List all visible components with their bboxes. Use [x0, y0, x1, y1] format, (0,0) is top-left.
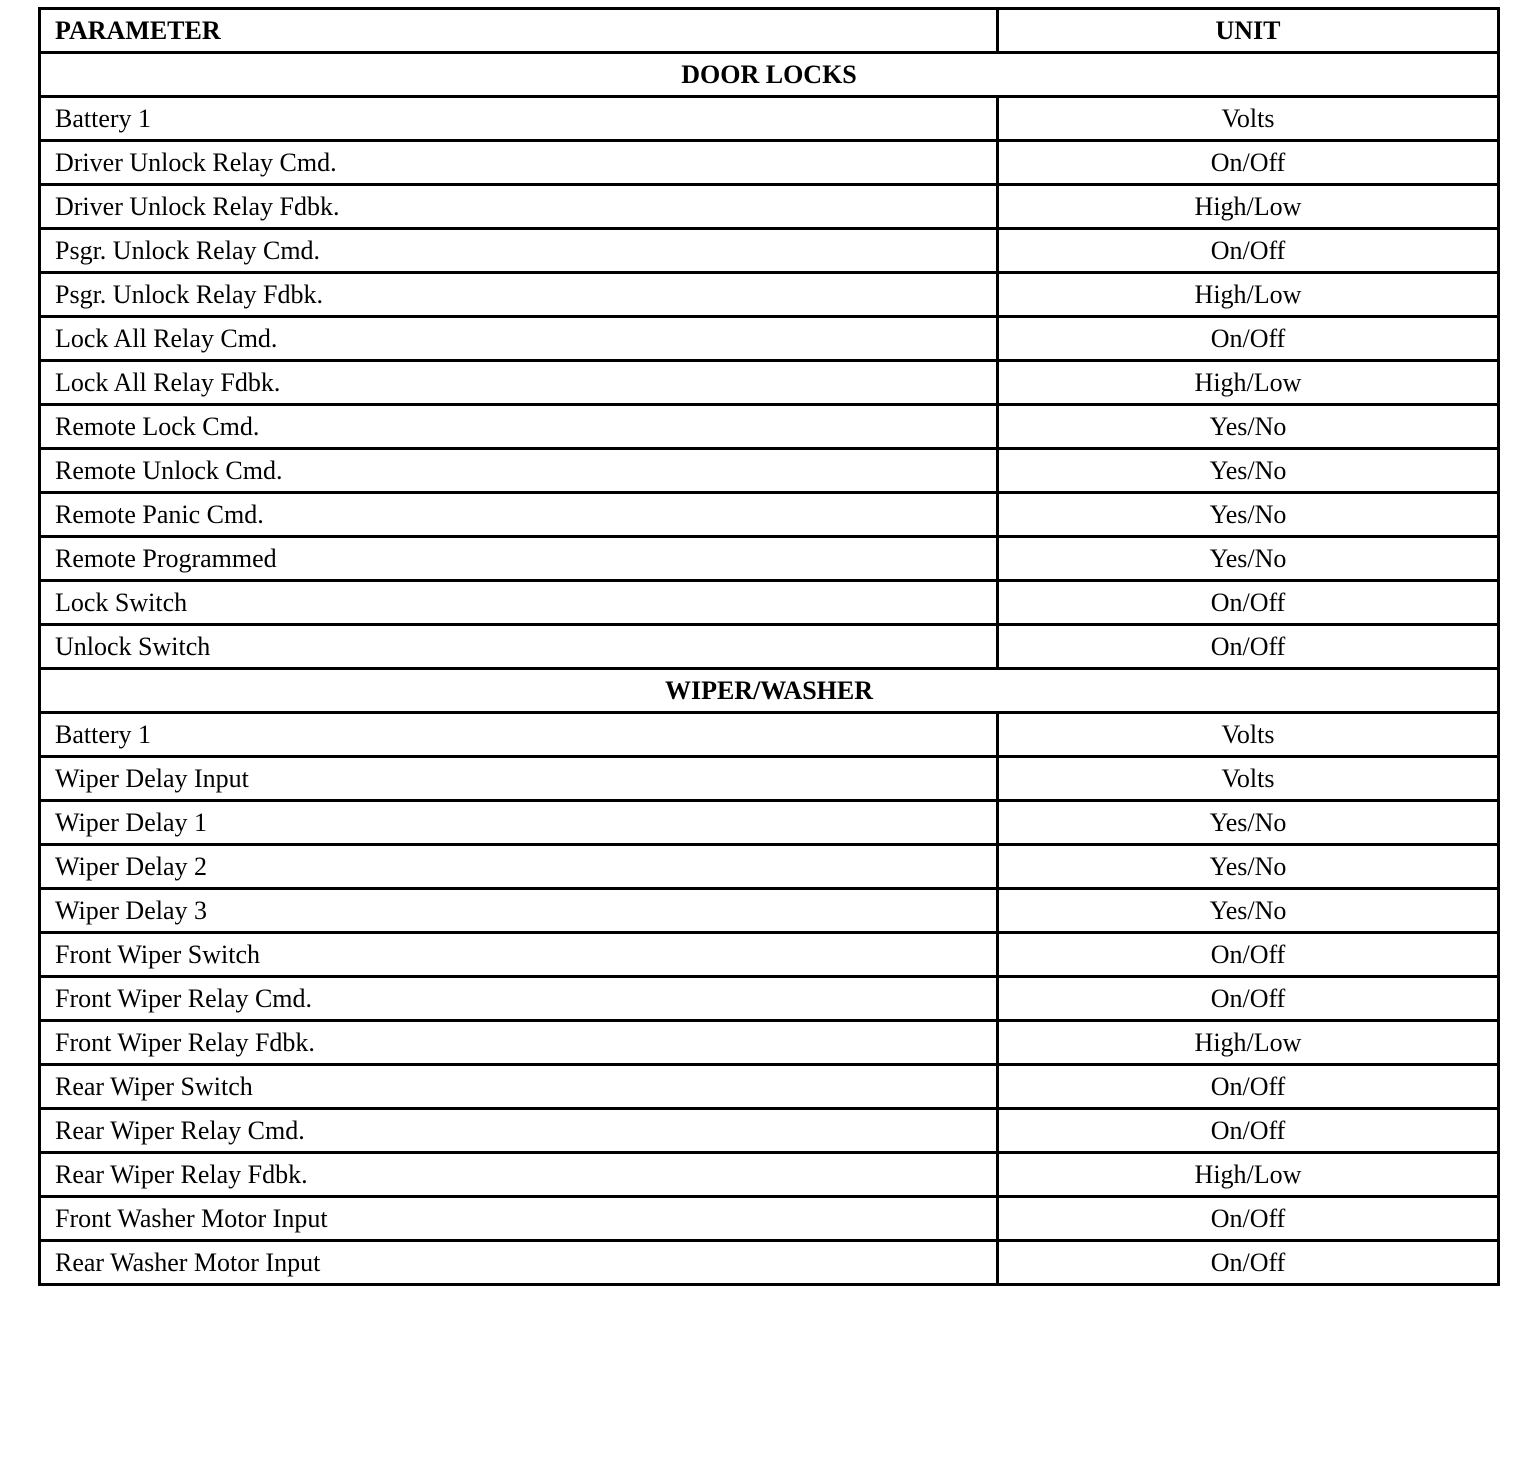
table-row: [40, 933, 1499, 977]
section-row: [40, 669, 1499, 713]
section-title: WIPER/WASHER: [40, 669, 1499, 713]
parameter-cell: Lock Switch: [40, 581, 998, 625]
table-row: [40, 141, 1499, 185]
table-row: [40, 273, 1499, 317]
parameter-table: [38, 7, 1500, 1286]
table-row: [40, 229, 1499, 273]
table-row: [40, 757, 1499, 801]
table-row: [40, 537, 1499, 581]
unit-cell: On/Off: [998, 977, 1499, 1021]
parameter-cell: Front Wiper Relay Fdbk.: [40, 1021, 998, 1065]
unit-cell: Yes/No: [998, 449, 1499, 493]
parameter-cell: Remote Programmed: [40, 537, 998, 581]
table-row: [40, 889, 1499, 933]
parameter-cell: Psgr. Unlock Relay Fdbk.: [40, 273, 998, 317]
table-row: [40, 977, 1499, 1021]
parameter-cell: Wiper Delay Input: [40, 757, 998, 801]
table-row: [40, 97, 1499, 141]
unit-cell: Yes/No: [998, 405, 1499, 449]
unit-cell: Volts: [998, 757, 1499, 801]
unit-cell: On/Off: [998, 1109, 1499, 1153]
table-row: [40, 361, 1499, 405]
table-row: [40, 449, 1499, 493]
unit-cell: On/Off: [998, 1241, 1499, 1285]
parameter-cell: Remote Panic Cmd.: [40, 493, 998, 537]
parameter-cell: Lock All Relay Fdbk.: [40, 361, 998, 405]
table-row: [40, 185, 1499, 229]
table-row: [40, 1241, 1499, 1285]
parameter-cell: Front Wiper Relay Cmd.: [40, 977, 998, 1021]
section-row: [40, 53, 1499, 97]
header-unit: UNIT: [998, 9, 1499, 53]
unit-cell: High/Low: [998, 185, 1499, 229]
header-parameter: PARAMETER: [40, 9, 998, 53]
parameter-cell: Driver Unlock Relay Fdbk.: [40, 185, 998, 229]
unit-cell: On/Off: [998, 229, 1499, 273]
unit-cell: On/Off: [998, 317, 1499, 361]
unit-cell: Yes/No: [998, 801, 1499, 845]
unit-cell: On/Off: [998, 141, 1499, 185]
unit-cell: High/Low: [998, 273, 1499, 317]
table-row: [40, 317, 1499, 361]
parameter-cell: Front Washer Motor Input: [40, 1197, 998, 1241]
parameter-cell: Rear Wiper Relay Fdbk.: [40, 1153, 998, 1197]
table-row: [40, 713, 1499, 757]
unit-cell: High/Low: [998, 1021, 1499, 1065]
parameter-cell: Remote Lock Cmd.: [40, 405, 998, 449]
table-row: [40, 1021, 1499, 1065]
unit-cell: On/Off: [998, 1065, 1499, 1109]
section-title: DOOR LOCKS: [40, 53, 1499, 97]
table-row: [40, 1109, 1499, 1153]
parameter-cell: Unlock Switch: [40, 625, 998, 669]
table-row: [40, 1065, 1499, 1109]
parameter-table-body: [40, 9, 1499, 1285]
parameter-cell: Rear Wiper Switch: [40, 1065, 998, 1109]
unit-cell: On/Off: [998, 625, 1499, 669]
parameter-cell: Wiper Delay 1: [40, 801, 998, 845]
parameter-cell: Remote Unlock Cmd.: [40, 449, 998, 493]
parameter-cell: Front Wiper Switch: [40, 933, 998, 977]
unit-cell: Yes/No: [998, 537, 1499, 581]
table-row: [40, 581, 1499, 625]
table-row: [40, 845, 1499, 889]
parameter-cell: Wiper Delay 3: [40, 889, 998, 933]
unit-cell: On/Off: [998, 933, 1499, 977]
parameter-cell: Driver Unlock Relay Cmd.: [40, 141, 998, 185]
unit-cell: Yes/No: [998, 889, 1499, 933]
unit-cell: On/Off: [998, 581, 1499, 625]
unit-cell: On/Off: [998, 1197, 1499, 1241]
table-row: [40, 625, 1499, 669]
table-row: [40, 1153, 1499, 1197]
table-row: [40, 405, 1499, 449]
parameter-cell: Rear Wiper Relay Cmd.: [40, 1109, 998, 1153]
parameter-cell: Rear Washer Motor Input: [40, 1241, 998, 1285]
parameter-cell: Wiper Delay 2: [40, 845, 998, 889]
unit-cell: Volts: [998, 713, 1499, 757]
unit-cell: High/Low: [998, 361, 1499, 405]
parameter-cell: Psgr. Unlock Relay Cmd.: [40, 229, 998, 273]
table-row: [40, 493, 1499, 537]
parameter-cell: Battery 1: [40, 713, 998, 757]
table-row: [40, 801, 1499, 845]
unit-cell: Yes/No: [998, 845, 1499, 889]
header-row: [40, 9, 1499, 53]
table-row: [40, 1197, 1499, 1241]
parameter-cell: Lock All Relay Cmd.: [40, 317, 998, 361]
unit-cell: Yes/No: [998, 493, 1499, 537]
parameter-cell: Battery 1: [40, 97, 998, 141]
unit-cell: High/Low: [998, 1153, 1499, 1197]
unit-cell: Volts: [998, 97, 1499, 141]
